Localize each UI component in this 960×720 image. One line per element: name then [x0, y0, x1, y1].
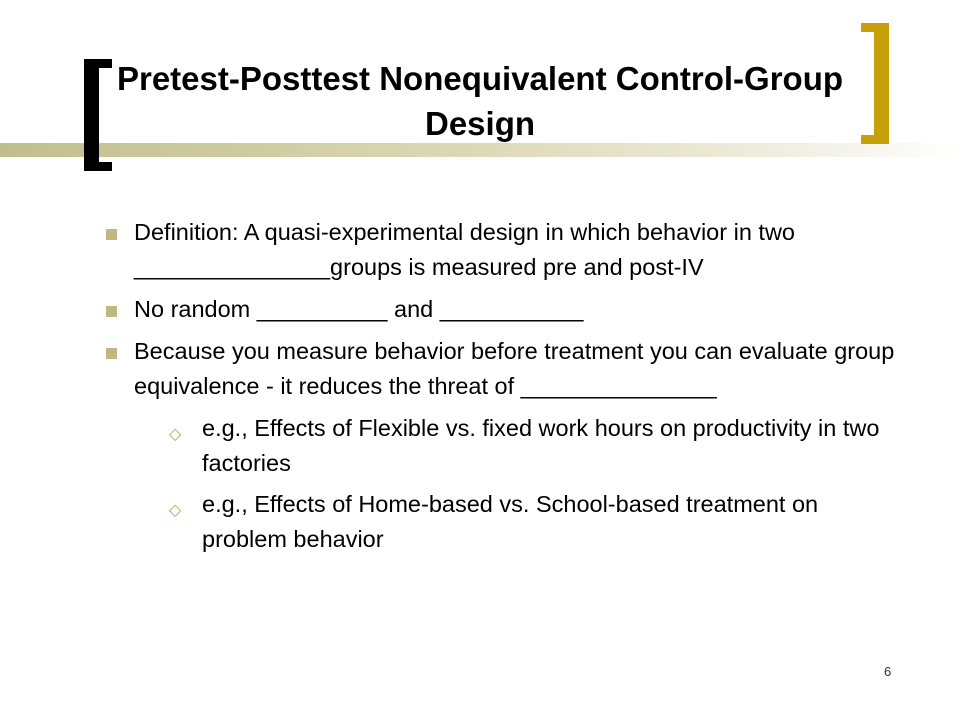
example-item — [170, 411, 896, 481]
slide-title: Pretest-Posttest Nonequivalent Control-Group Design — [116, 60, 844, 142]
page-number: 6 — [884, 664, 892, 679]
example-item — [170, 487, 896, 557]
bullet-text: Definition: A quasi-experimental design in which behavior in two _______________groups is measured pre and post-IV — [134, 219, 795, 280]
hollow-diamond-bullet-icon: ◇ — [169, 424, 182, 443]
hollow-diamond-bullet-icon: ◇ — [169, 500, 182, 519]
square-bullet-icon — [106, 229, 117, 240]
bullet-text: Because you measure behavior before treatment you can evaluate group equivalence - it reduces the threat of _______________ — [134, 338, 895, 399]
bullet-text: No random __________ and ___________ — [134, 296, 584, 322]
square-bullet-icon — [106, 306, 117, 317]
example-text: e.g., Effects of Flexible vs. fixed work hours on productivity in two factories — [202, 415, 880, 476]
bullet-no-random — [106, 292, 896, 327]
slide-body — [106, 215, 896, 563]
right-bracket-decoration — [874, 23, 889, 144]
example-list — [170, 411, 896, 557]
bullet-pretest-benefit — [106, 334, 896, 404]
left-bracket-decoration — [84, 59, 99, 171]
bullet-definition — [106, 215, 896, 285]
example-text: e.g., Effects of Home-based vs. School-based treatment on problem behavior — [202, 491, 819, 552]
square-bullet-icon — [106, 348, 117, 359]
